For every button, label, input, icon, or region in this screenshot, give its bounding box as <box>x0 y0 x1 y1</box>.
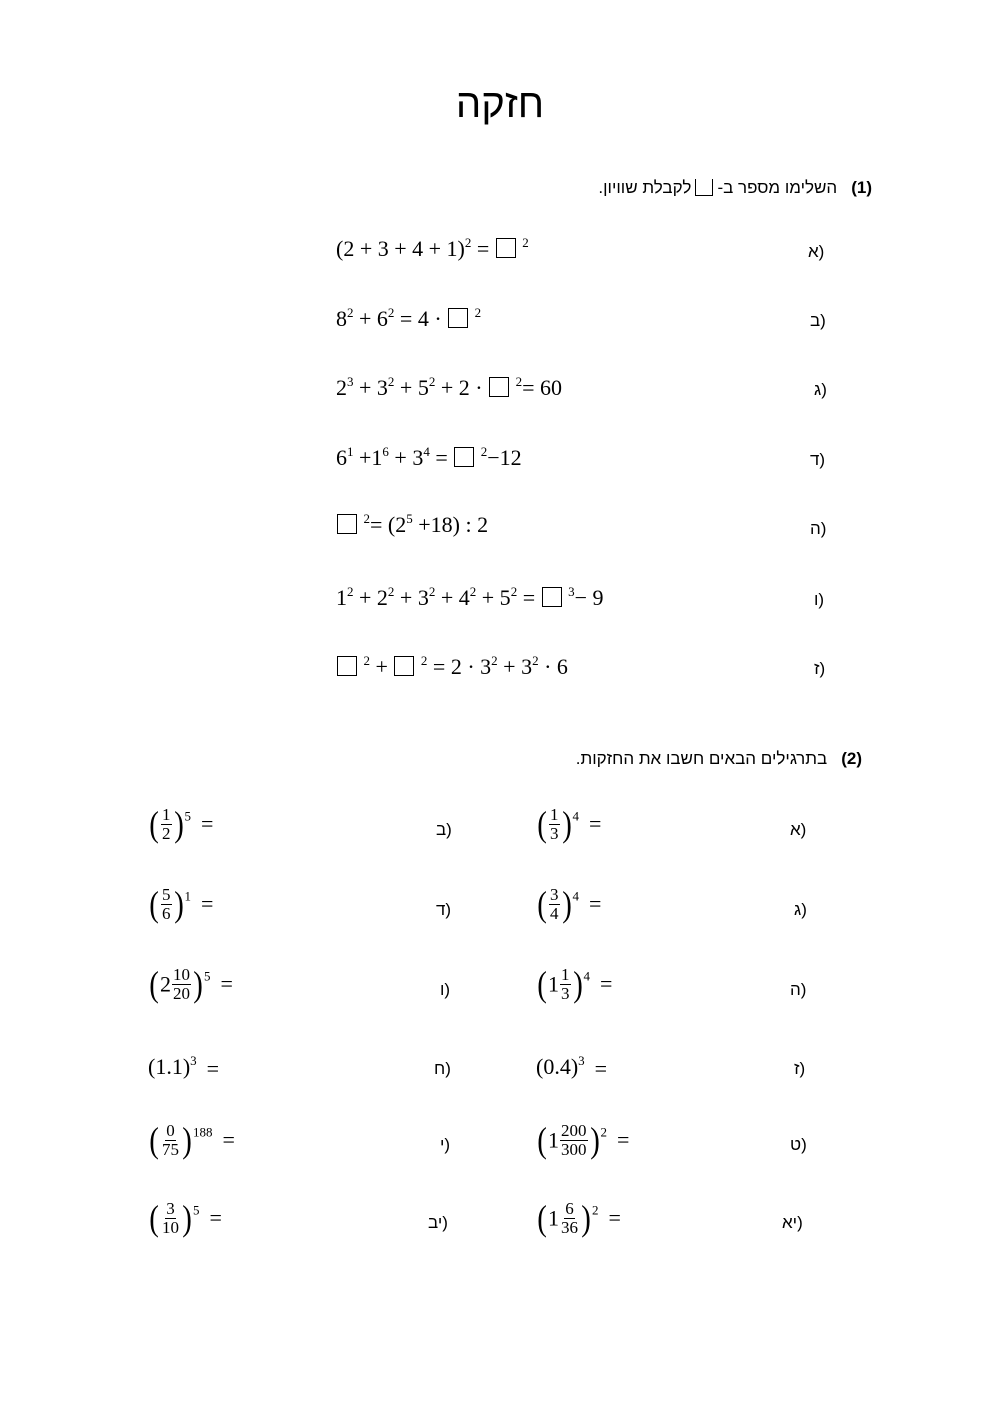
answer-box-icon[interactable] <box>337 656 357 676</box>
answer-box-icon[interactable] <box>542 587 562 607</box>
q1-equation-d: $6^1 +1^6 + 3^4 = ^2-12$ <box>336 444 522 470</box>
blank-box-icon <box>695 179 713 196</box>
q2-expr-v: (2 $\frac{10}{20}$ )$^5$ = <box>149 964 233 1005</box>
question-2-header <box>576 749 862 769</box>
question-2-text: בתרגילים הבאים חשבו את החזקות. <box>575 749 828 768</box>
q2-expr-h: (1 $\frac{1}{3}$ )$^4$ = <box>537 964 613 1005</box>
question-1-text-before: השלימו מספר ב- <box>717 178 838 197</box>
q1-label-v: (ו <box>814 590 825 609</box>
q1-label-g: (ג <box>814 380 827 399</box>
question-2-number: (2) <box>841 749 862 768</box>
question-1-text-after: לקבלת שוויון. <box>598 178 692 197</box>
q2-expr-g: ( $\frac{3}{4}$ )$^4$ = <box>537 884 602 925</box>
question-1-header <box>598 178 872 198</box>
q2-expr-b: ( $\frac{1}{2}$ )$^5$ = <box>149 804 214 845</box>
q2-label-z: (ז <box>794 1059 806 1078</box>
q1-equation-h: $^2= (2^5 +18)$ : 2 <box>336 514 488 536</box>
q1-equation-z: $^2 + ^2 = 2 \cdot 3^2 + 3^2 \cdot 6$ <box>336 656 568 678</box>
answer-box-icon[interactable] <box>496 238 516 258</box>
q2-expr-z: $(0.4)^3$ = <box>536 1053 608 1081</box>
q1-label-b: (ב <box>810 311 826 330</box>
q2-label-ya: (יא <box>782 1213 803 1232</box>
q2-label-t: (ט <box>790 1135 807 1154</box>
q1-label-a: (א <box>808 242 825 261</box>
q1-equation-g: $2^3 + 3^2 + 5^2 + 2 \cdot ^2= 60$ <box>336 374 562 400</box>
q2-label-yb: (יב <box>428 1213 448 1232</box>
q2-label-ch: (ח <box>434 1059 451 1078</box>
q2-label-h: (ה <box>790 980 807 999</box>
q1-label-d: (ד <box>810 450 826 469</box>
q1-equation-a: $(2 + 3 + 4 + 1)^2 = ^2$ <box>336 235 529 261</box>
q2-label-b: (ב <box>436 820 452 839</box>
answer-box-icon[interactable] <box>337 514 357 534</box>
q2-expr-y: ( $\frac{0}{75}$ )$^{188}$ = <box>149 1120 235 1161</box>
q2-label-a: (א <box>790 820 807 839</box>
q2-label-d: (ד <box>436 900 452 919</box>
answer-box-icon[interactable] <box>448 308 468 328</box>
q1-equation-v: $1^2 + 2^2 + 3^2 + 4^2 + 5^2 = ^3- 9$ <box>336 584 604 610</box>
q2-expr-a: ( $\frac{1}{3}$ )$^4$ = <box>537 804 602 845</box>
page-title: חזקה <box>455 82 545 126</box>
q2-expr-t: (1 $\frac{200}{300}$ )$^2$ = <box>537 1120 630 1161</box>
answer-box-icon[interactable] <box>394 656 414 676</box>
q2-label-v: (ו <box>440 980 451 999</box>
q2-expr-ya: (1 $\frac{6}{36}$ )$^2$ = <box>537 1198 621 1239</box>
q1-label-h: (ה <box>810 519 827 538</box>
q2-expr-d: ( $\frac{5}{6}$ )$^1$ = <box>149 884 214 925</box>
q2-expr-ch: $(1.1)^3$ = <box>148 1053 220 1081</box>
question-1-number: (1) <box>851 178 872 197</box>
q2-label-y: (י <box>440 1135 451 1154</box>
q2-expr-yb: ( $\frac{3}{10}$ )$^5$ = <box>149 1198 222 1239</box>
q2-label-g: (ג <box>794 900 807 919</box>
q1-equation-b: $8^2 + 6^2 = 4 \cdot ^2$ <box>336 305 482 331</box>
answer-box-icon[interactable] <box>489 377 509 397</box>
answer-box-icon[interactable] <box>454 447 474 467</box>
q1-label-z: (ז <box>814 659 826 678</box>
